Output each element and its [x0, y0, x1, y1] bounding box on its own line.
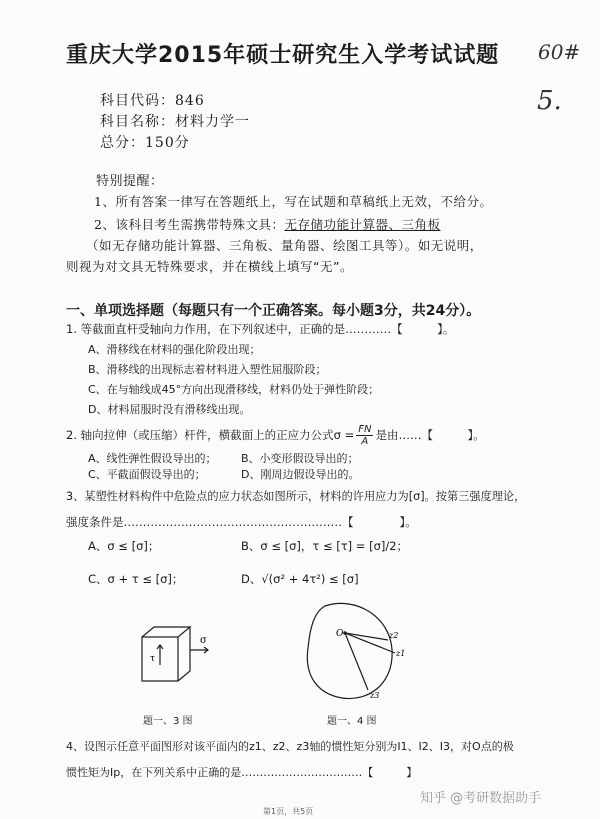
q4-line1: 4、设图示任意平面图形对该平面内的z1、z2、z3轴的惯性矩分别为I1、I2、I3，对O点的极	[66, 740, 514, 753]
note-2-line2: （如无存储功能计算器、三角板、量角器、绘图工具等）。如无说明，	[86, 238, 483, 253]
q2-option-b: B、小变形假设导出的；	[241, 452, 359, 465]
fig4-caption: 题一、4 图	[327, 716, 377, 727]
note-2-prefix: 2、该科目考生需携带特殊文具：	[94, 217, 285, 232]
stress-element-figure	[130, 615, 230, 705]
section-title: 一、单项选择题（每题只有一个正确答案。每小题3分，共24分）。	[66, 303, 481, 319]
formula-numerator: FN	[358, 424, 372, 435]
subject-code: 科目代码：846	[100, 93, 205, 109]
q1-option-b: B、滑移线的出现标志着材料进入塑性屈服阶段；	[88, 363, 327, 376]
q3-option-c: C、σ + τ ≤ [σ]；	[88, 572, 184, 586]
q1-stem: 1. 等截面直杆受轴向力作用，在下列叙述中，正确的是…………【 】。	[66, 322, 455, 336]
axis-z3	[345, 633, 368, 690]
cube-top-face	[142, 627, 190, 637]
formula-denominator: A	[361, 436, 369, 447]
watermark: 知乎 @考研数据助手	[420, 791, 542, 806]
q2-stem-after: 是由……【 】。	[375, 428, 485, 442]
tau-label: τ	[150, 654, 155, 664]
label-z2: z2	[389, 631, 399, 640]
note-1: 1、所有答案一律写在答题纸上，写在试题和草稿纸上无效，不给分。	[94, 194, 493, 209]
axis-z2	[345, 633, 388, 640]
q2-option-a: A、线性弹性假设导出的；	[88, 452, 217, 465]
page-title: 重庆大学2015年硕士研究生入学考试试题	[66, 43, 500, 68]
handwritten-score: 5.	[537, 86, 562, 116]
q1-option-c: C、在与轴线成45°方向出现滑移线，材料仍处于弹性阶段；	[88, 383, 380, 396]
q3-option-b: B、σ ≤ [σ]，τ ≤ [τ] = [σ]/2；	[241, 539, 409, 553]
note-2-line3: 则视为对文具无特殊要求，并在横线上填写“无”。	[66, 259, 353, 274]
page-number: 第1页，共5页	[263, 807, 314, 816]
q3-line1: 3、某塑性材料构件中危险点的应力状态如图所示，材料的许用应力为[σ]。按第三强度理论，	[66, 490, 526, 503]
total-score: 总分：150分	[100, 135, 190, 151]
label-z1: z1	[396, 649, 406, 658]
q2-option-c: C、平截面假设导出的；	[88, 468, 206, 481]
point-o	[343, 631, 347, 635]
fig3-caption: 题一、3 图	[143, 716, 193, 727]
note-2-tools: 无存储功能计算器、三角板	[284, 217, 441, 232]
q2-option-d: D、刚周边假设导出的。	[241, 468, 360, 481]
q1-option-d: D、材料屈服时没有滑移线出现。	[88, 403, 251, 416]
handwritten-mark: 60#	[538, 40, 581, 64]
note-2	[94, 215, 440, 233]
subject-name: 科目名称：材料力学一	[100, 114, 250, 130]
q2-stem	[66, 424, 485, 447]
q3-line2: 强度条件是…………………………………………………【 】。	[66, 515, 417, 529]
q2-stem-before: 2. 轴向拉伸（或压缩）杆件，横截面上的正应力公式σ =	[66, 428, 355, 442]
stress-formula	[356, 424, 373, 447]
sigma-label: σ	[200, 635, 207, 646]
area-outline	[307, 603, 392, 698]
plane-area-figure	[300, 598, 410, 708]
notes-heading: 特别提醒：	[96, 174, 164, 189]
q3-option-d: D、√(σ² + 4τ²) ≤ [σ]	[241, 572, 359, 586]
label-o: O	[336, 629, 344, 639]
label-z3: z3	[370, 691, 380, 700]
q3-option-a: A、σ ≤ [σ]；	[88, 539, 160, 553]
q1-option-a: A、滑移线在材料的强化阶段出现；	[88, 343, 261, 356]
q4-line2: 惯性矩为Ip，在下列关系中正确的是……………………………【 】	[66, 766, 418, 779]
